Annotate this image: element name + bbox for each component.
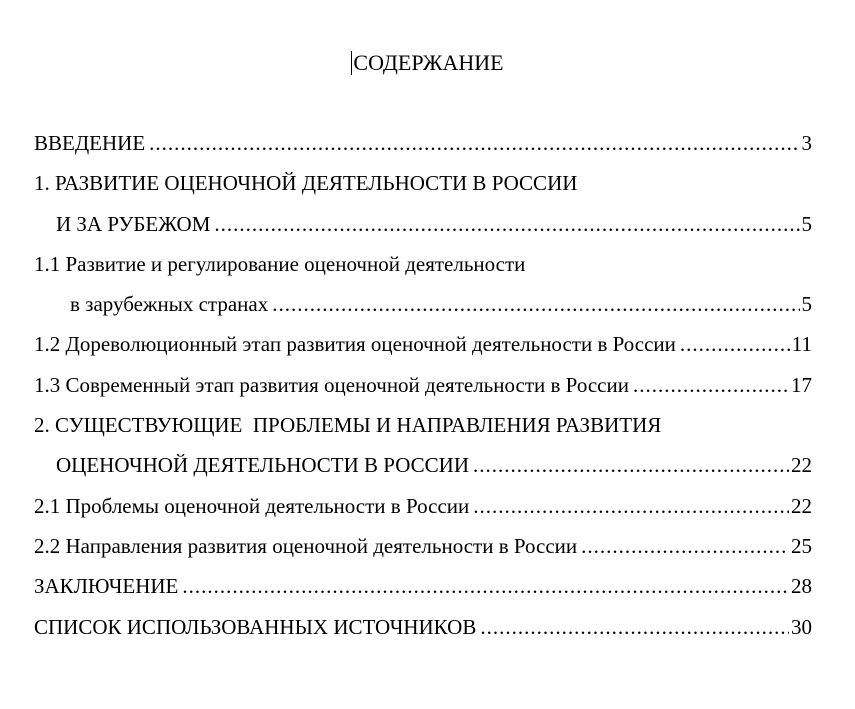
toc-entry-text: 2. СУЩЕСТВУЮЩИЕ ПРОБЛЕМЫ И НАПРАВЛЕНИЯ РАЗВИТИЯ xyxy=(34,413,662,438)
toc-title-row xyxy=(0,48,855,78)
toc-entry-section-1-1-cont xyxy=(34,288,812,328)
toc-leader-dots xyxy=(214,208,799,240)
toc-entry-page: 5 xyxy=(801,292,812,317)
toc-entry-text: 2.1 Проблемы оценочной деятельности в России xyxy=(34,493,470,518)
toc-leader-dots xyxy=(680,328,790,360)
toc-entry-page: 3 xyxy=(801,131,812,155)
toc-entry-text: ВВЕДЕНИЕ xyxy=(34,131,146,155)
toc-entry-text: 1.1 Развитие и регулирование оценочной деятельности xyxy=(34,251,526,276)
toc-leader-dots xyxy=(149,127,799,159)
toc-entry-text: в зарубежных странах xyxy=(70,292,269,317)
toc-entry-page: 28 xyxy=(791,574,812,599)
toc-entry-chapter-2-cont xyxy=(34,449,812,489)
toc-leader-dots xyxy=(581,530,789,562)
toc-entry-text: СПИСОК ИСПОЛЬЗОВАННЫХ ИСТОЧНИКОВ xyxy=(34,614,477,639)
toc-entry-section-1-2 xyxy=(34,328,812,368)
toc-entry-text: И ЗА РУБЕЖОМ xyxy=(56,211,211,236)
toc-entry-chapter-1-cont xyxy=(34,208,812,248)
toc-entry-chapter-2 xyxy=(34,409,812,449)
toc-entry-page: 5 xyxy=(801,211,812,236)
toc-entry-page: 11 xyxy=(791,332,812,357)
toc-entry-section-2-2 xyxy=(34,530,812,570)
toc-leader-dots xyxy=(473,490,789,522)
toc-entry-section-2-1 xyxy=(34,490,812,530)
toc-entry-text: ОЦЕНОЧНОЙ ДЕЯТЕЛЬНОСТИ В РОССИИ xyxy=(56,453,469,478)
toc-entry-page: 25 xyxy=(791,533,812,558)
toc-leader-dots xyxy=(633,369,789,401)
toc-title: СОДЕРЖАНИЕ xyxy=(353,50,504,75)
toc-entry-page: 30 xyxy=(791,614,812,639)
toc-entry-page: 22 xyxy=(791,453,812,478)
toc-leader-dots xyxy=(272,288,799,320)
toc-entry-page: 17 xyxy=(791,372,812,397)
toc-leader-dots xyxy=(473,449,789,481)
toc-entry-page: 22 xyxy=(791,493,812,518)
toc-entry-introduction xyxy=(34,127,812,167)
toc-leader-dots xyxy=(480,611,789,643)
toc-entry-text: ЗАКЛЮЧЕНИЕ xyxy=(34,574,179,599)
toc-entry-text: 1. РАЗВИТИЕ ОЦЕНОЧНОЙ ДЕЯТЕЛЬНОСТИ В РОССИИ xyxy=(34,171,578,196)
toc-entry-section-1-3 xyxy=(34,369,812,409)
toc-entry-conclusion xyxy=(34,570,812,610)
toc-entry-section-1-1 xyxy=(34,248,812,288)
table-of-contents xyxy=(34,127,812,651)
toc-entry-text: 2.2 Направления развития оценочной деятельности в России xyxy=(34,533,578,558)
toc-entry-chapter-1 xyxy=(34,167,812,207)
toc-leader-dots xyxy=(182,570,789,602)
toc-entry-references xyxy=(34,611,812,651)
toc-entry-text: 1.3 Современный этап развития оценочной деятельности в России xyxy=(34,372,629,397)
toc-entry-text: 1.2 Дореволюционный этап развития оценочной деятельности в России xyxy=(34,332,676,357)
